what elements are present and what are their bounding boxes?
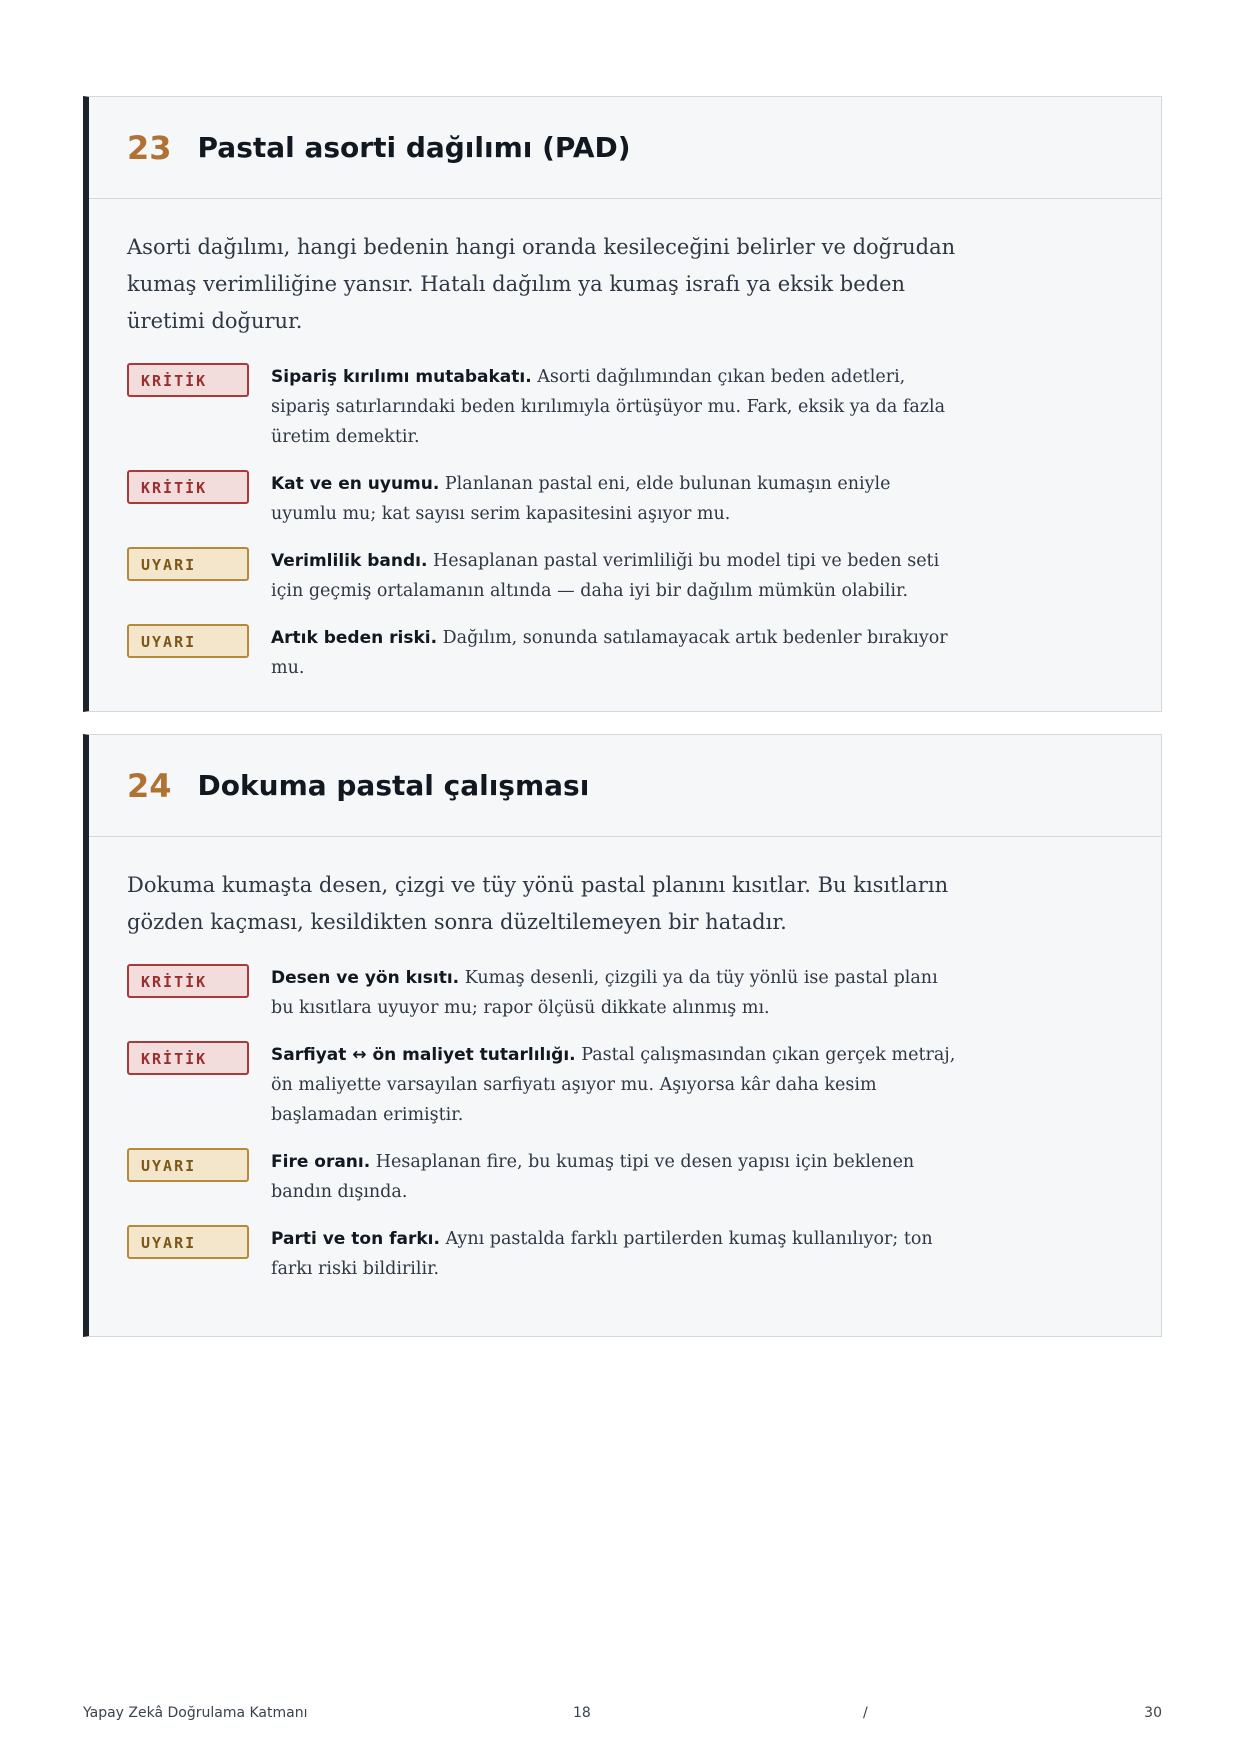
check-item-title: Artık beden riski. — [271, 628, 438, 648]
check-item-text — [271, 623, 961, 683]
section-number: 24 — [127, 766, 172, 805]
page-footer — [83, 1705, 1162, 1729]
critical-badge: KRİTİK — [127, 964, 249, 998]
section-intro: Asorti dağılımı, hangi bedenin hangi oranda kesileceğini belirler ve doğrudan kumaş verimliliğine yansır. Hatalı dağılım ya kumaş israfı ya eksik beden üretimi doğurur. — [127, 235, 956, 333]
section-23 — [83, 96, 1162, 712]
check-item-description: Hesaplanan fire, bu kumaş tipi ve desen yapısı için beklenen bandın dışında. — [271, 1152, 915, 1202]
warning-badge: UYARI — [127, 624, 249, 658]
check-item-text — [271, 1224, 961, 1284]
check-item-description: Dağılım, sonunda satılamayacak artık bedenler bırakıyor mu. — [271, 628, 948, 678]
check-item-title: Desen ve yön kısıtı. — [271, 968, 460, 988]
check-item-text — [271, 1147, 961, 1207]
check-item-title: Sarfiyat ↔ ön maliyet tutarlılığı. — [271, 1045, 576, 1065]
check-item-description: Aynı pastalda farklı partilerden kumaş kullanılıyor; ton farkı riski bildirilir. — [271, 1229, 933, 1279]
check-item-text — [271, 963, 961, 1023]
check-list — [127, 963, 1123, 1301]
check-item — [127, 623, 1123, 683]
section-header — [89, 735, 1161, 837]
footer-page-number: 18 — [573, 1705, 591, 1721]
check-item-title: Sipariş kırılımı mutabakatı. — [271, 367, 532, 387]
check-item-description: Kumaş desenli, çizgili ya da tüy yönlü ise pastal planı bu kısıtlara uyuyor mu; rapor ölçüsü dikkate alınmış mı. — [271, 968, 938, 1018]
footer-separator: / — [863, 1705, 868, 1721]
check-item — [127, 1147, 1123, 1207]
check-item-description: Planlanan pastal eni, elde bulunan kumaşın eniyle uyumlu mu; kat sayısı serim kapasitesini aşıyor mu. — [271, 474, 891, 524]
check-item-title: Parti ve ton farkı. — [271, 1229, 440, 1249]
footer-total-pages: 30 — [1144, 1705, 1162, 1721]
check-item-description: Asorti dağılımından çıkan beden adetleri, sipariş satırlarındaki beden kırılımıyla örtüşüyor mu. Fark, eksik ya da fazla üretim demektir. — [271, 367, 945, 447]
critical-badge: KRİTİK — [127, 470, 249, 504]
check-item-title: Fire oranı. — [271, 1152, 371, 1172]
section-title: Pastal asorti dağılımı (PAD) — [197, 131, 631, 164]
warning-badge: UYARI — [127, 1148, 249, 1182]
section-body — [89, 199, 1161, 700]
warning-badge: UYARI — [127, 1225, 249, 1259]
check-item-description: Pastal çalışmasından çıkan gerçek metraj, ön maliyette varsayılan sarfiyatı aşıyor mu. Aşıyorsa kâr daha kesim başlamadan erimiştir. — [271, 1045, 956, 1125]
check-item-text — [271, 469, 961, 529]
check-item-text — [271, 546, 961, 606]
check-item — [127, 1040, 1123, 1130]
section-title: Dokuma pastal çalışması — [197, 769, 590, 802]
section-body — [89, 837, 1161, 1301]
check-item-title: Verimlilik bandı. — [271, 551, 428, 571]
check-item — [127, 963, 1123, 1023]
section-number: 23 — [127, 128, 172, 167]
check-item-description: Hesaplanan pastal verimliliği bu model tipi ve beden seti için geçmiş ortalamanın altında — daha iyi bir dağılım mümkün olabilir. — [271, 551, 940, 601]
check-list — [127, 362, 1123, 700]
section-header — [89, 97, 1161, 199]
section-intro: Dokuma kumaşta desen, çizgi ve tüy yönü pastal planını kısıtlar. Bu kısıtların gözden kaçması, kesildikten sonra düzeltilemeyen bir hatadır. — [127, 873, 949, 934]
section-24 — [83, 734, 1162, 1337]
check-item-text — [271, 362, 961, 452]
check-item-text — [271, 1040, 961, 1130]
warning-badge: UYARI — [127, 547, 249, 581]
critical-badge: KRİTİK — [127, 363, 249, 397]
check-item — [127, 469, 1123, 529]
footer-document-title: Yapay Zekâ Doğrulama Katmanı — [83, 1705, 308, 1721]
check-item — [127, 1224, 1123, 1284]
check-item-title: Kat ve en uyumu. — [271, 474, 440, 494]
check-item — [127, 362, 1123, 452]
critical-badge: KRİTİK — [127, 1041, 249, 1075]
check-item — [127, 546, 1123, 606]
